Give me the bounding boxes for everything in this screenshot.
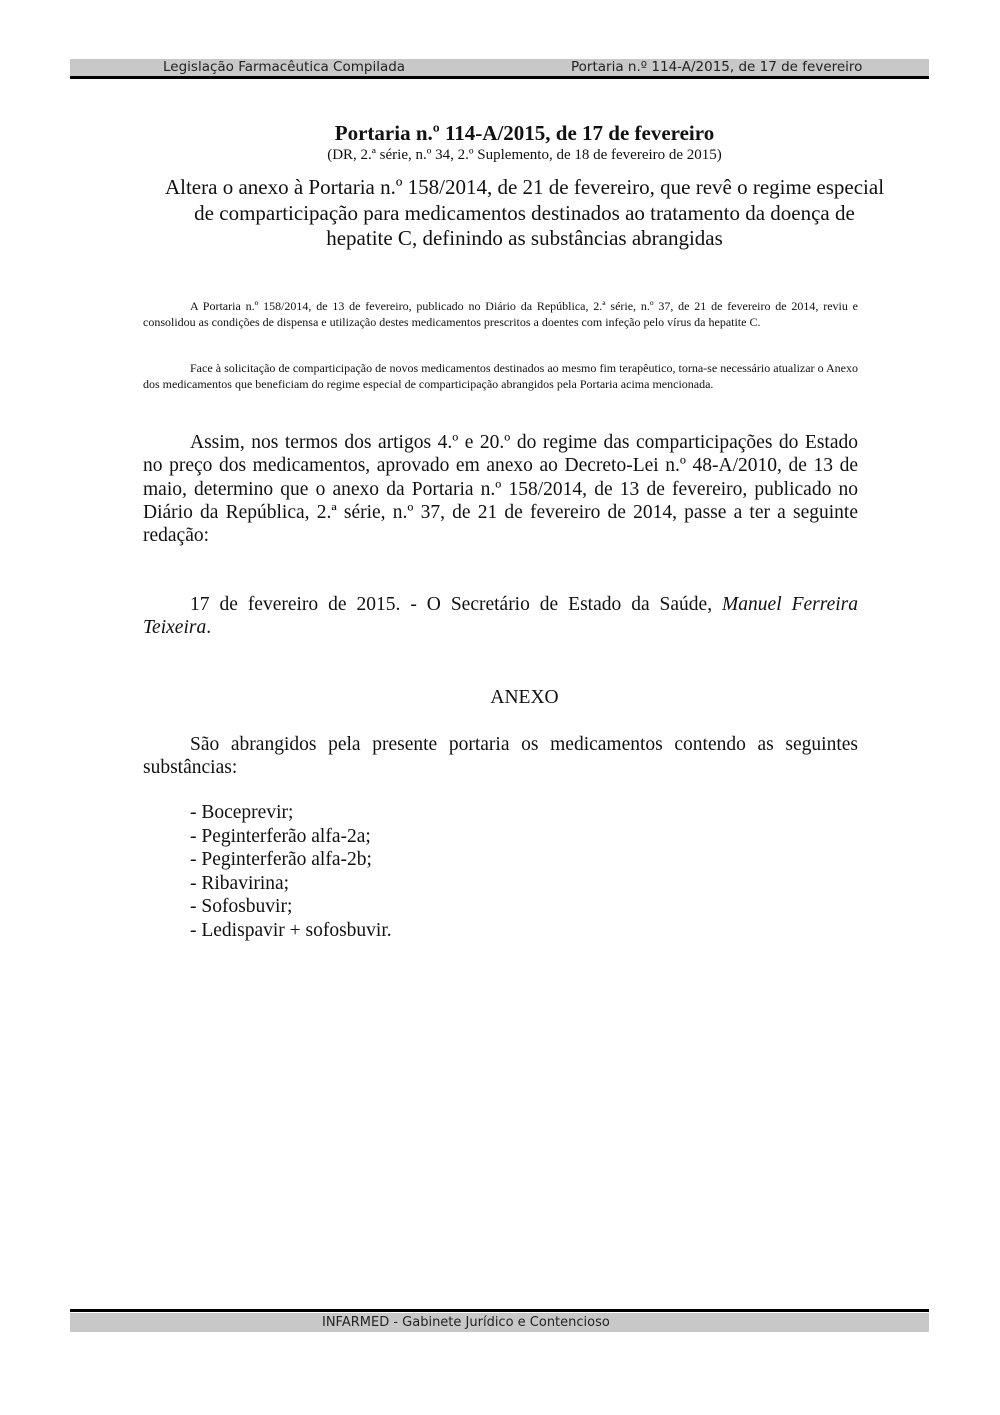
substance-list bbox=[190, 801, 392, 942]
signature-paragraph bbox=[143, 593, 858, 640]
preamble-text-1: A Portaria n.º 158/2014, de 13 de fevereiro, publicado no Diário da República, 2.ª série, n.º 37, de 21 de fevereiro de 2014, reviu e consolidou as condições de dispensa e utilização destes medicamentos prescritos a doentes com infeção pelo vírus da hepatite C. bbox=[143, 299, 858, 329]
list-item: - Ribavirina; bbox=[190, 872, 290, 894]
header-publication-title: Legislação Farmacêutica Compilada bbox=[163, 59, 406, 75]
list-item: - Boceprevir; bbox=[190, 802, 294, 823]
body-paragraph bbox=[143, 431, 858, 547]
preamble-paragraph-1 bbox=[143, 299, 858, 330]
signature-line bbox=[143, 593, 858, 640]
annex-title: ANEXO bbox=[490, 687, 559, 708]
footer-text: INFARMED - Gabinete Jurídico e Contencioso bbox=[322, 1315, 610, 1330]
annex-intro-paragraph bbox=[143, 733, 858, 780]
body-text: Assim, nos termos dos artigos 4.º e 20.º do regime das comparticipações do Estado no preço dos medicamentos, aprovado em anexo ao Decreto-Lei n.º 48-A/2010, de 13 de maio, determino que o anexo da Portaria n.º 158/2014, de 13 de fevereiro, publicado no Diário da República, 2.ª série, n.º 37, de 21 de fevereiro de 2014, passe a ter a seguinte redação: bbox=[143, 432, 858, 547]
page-footer bbox=[70, 1313, 929, 1332]
signature-name: Manuel Ferreira Teixeira bbox=[143, 594, 859, 639]
list-item: - Peginterferão alfa-2b; bbox=[190, 849, 372, 870]
preamble-text-2: Face à solicitação de comparticipação de novos medicamentos destinados ao mesmo fim terapêutico, torna-se necessário atualizar o Anexo dos medicamentos que beneficiam do regime especial de comparticipação abrangidos pela Portaria acima mencionada. bbox=[143, 361, 858, 391]
annex-intro: São abrangidos pela presente portaria os medicamentos contendo as seguintes substâncias: bbox=[143, 734, 858, 779]
page-header bbox=[70, 59, 929, 79]
document-title: Portaria n.º 114-A/2015, de 17 de fevereiro bbox=[334, 121, 715, 145]
preamble-paragraph-2 bbox=[143, 361, 858, 392]
footer-divider bbox=[70, 1309, 929, 1312]
list-item: - Sofosbuvir; bbox=[190, 896, 293, 917]
list-item: - Peginterferão alfa-2a; bbox=[190, 825, 371, 847]
signature-date: 17 de fevereiro de 2015. - O Secretário de Estado da Saúde, bbox=[190, 594, 723, 615]
signature-end: . bbox=[206, 617, 212, 639]
list-item: - Ledispavir + sofosbuvir. bbox=[190, 919, 392, 941]
document-summary: Altera o anexo à Portaria n.º 158/2014, de 21 de fevereiro, que revê o regime especial de comparticipação para medicamentos destinados ao tratamento da doença de hepatite C, definindo as substâncias abrangidas bbox=[164, 175, 885, 250]
header-document-reference: Portaria n.º 114-A/2015, de 17 de fevereiro bbox=[571, 59, 863, 75]
document-subtitle: (DR, 2.ª série, n.º 34, 2.º Suplemento, de 18 de fevereiro de 2015) bbox=[327, 147, 722, 163]
